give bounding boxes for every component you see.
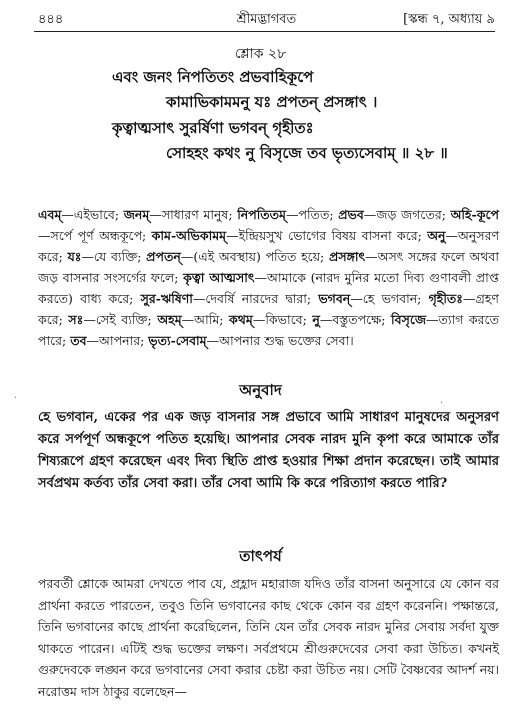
synonym-word: ভগবন্: [318, 291, 351, 306]
synonym-meaning: —বস্তুতপক্ষে;: [319, 312, 392, 327]
section-reference: [স্কন্ধ ৭, অধ্যায় ৯: [403, 12, 495, 27]
synonym-word: অহি-কূপে: [450, 207, 499, 222]
page-header: [38, 8, 495, 28]
verse-line-2: কামাভিকামমনু যঃ প্রপতন্ প্রসঙ্গাৎ ।: [166, 93, 378, 111]
synonym-word: প্রভব: [338, 207, 364, 222]
header-rule: [34, 31, 495, 32]
synonym-word: গৃহীতঃ: [428, 291, 463, 306]
verse-line-4: সোহহং কথং নু বিসৃজে তব ভৃত্যসেবাম্ ॥ ২৮ ॥: [166, 144, 448, 162]
synonym-word: বিসৃজে: [391, 312, 427, 327]
synonym-meaning: —ত্যাগ করতে পারে;: [38, 312, 499, 348]
synonym-word: জনম্: [123, 207, 150, 222]
synonym-word: যঃ: [67, 249, 82, 264]
synonym-word: নিপতিতম্: [237, 207, 286, 222]
translation-paragraph: হে ভগবান, একের পর এক জড় বাসনার সঙ্গ প্রভাবে আমি সাধারণ মানুষদের অনুসরণ করে সর্পপূর্ণ অন্ধকূপে পতিত হয়েছি। আপনার সেবক নারদ মুনি কৃপা করে আমাকে তাঁর শিষ্যরূপে গ্রহণ করেছেন এবং দিব্য স্থিতি প্রাপ্ত হওয়ার শিক্ষা প্রদান করেছেন। তাই আমার সর্বপ্রথম কর্তব্য তাঁর সেবা করা। তাঁর সেবা আমি কি করে পরিত্যাগ করতে পারি?: [38, 410, 499, 491]
verse-line-1: এবং জনং নিপতিতং প্রভবাহিকূপে: [112, 68, 314, 86]
synonym-meaning: —জড় জগতের;: [363, 207, 451, 222]
synonym-word: কাম-অভিকামম্: [151, 228, 227, 243]
synonym-word: কৃত্বা আত্মসাৎ: [183, 270, 255, 285]
synonym-word: সঃ: [68, 312, 84, 327]
synonym-meaning: —এইভাবে;: [61, 207, 124, 222]
synonym-word: এবম্: [38, 207, 62, 222]
synonym-word: সুর-ঋষিণা: [140, 291, 193, 306]
synonym-meaning: —(এই অবস্থায়) পতিত হয়ে;: [180, 249, 329, 264]
synonym-meaning: —সেই ব্যক্তি;: [83, 312, 158, 327]
purport-paragraph: পরবর্তী শ্লোকে আমরা দেখতে পাব যে, প্রহ্লাদ মহারাজ যদিও তাঁর বাসনা অনুসারে যে কোন বর প্রার্থনা করতে পারতেন, তবুও তিনি ভগবানের কাছ থেকে কোন বর গ্রহণ করেননি। পক্ষান্তরে, তিনি ভগবানের কাছে প্রার্থনা করেছিলেন, তিনি যেন তাঁর সেবক নারদ মুনির সেবায় সর্বদা যুক্ত থাকতে পারেন। এটিই শুদ্ধ ভক্তের লক্ষণ। সর্বপ্রথমে শ্রীগুরুদেবের সেবা করা উচিত। কখনই গুরুদেবকে লঙ্ঘন করে ভগবানের সেবা করার চেষ্টা করা উচিত নয়। সেটি বৈষ্ণবের আদর্শ নয়। নরোত্তম দাস ঠাকুর বলেছেন—: [38, 576, 499, 699]
synonym-word: তব: [70, 333, 87, 348]
verse-number: শ্লোক ২৮: [234, 46, 287, 62]
synonym-meaning: —কিভাবে;: [252, 312, 313, 327]
synonym-word: অহম্: [157, 312, 182, 327]
synonym-word: নু: [312, 312, 320, 327]
synonym-word: প্রপতন্: [146, 249, 181, 264]
synonym-meaning: —দেবর্ষি নারদের দ্বারা;: [192, 291, 319, 306]
synonym-word: ভৃত্য-সেবাম্: [148, 333, 207, 348]
synonym-meaning: —সাধারণ মানুষ;: [149, 207, 238, 222]
synonym-meaning: —পতিত;: [286, 207, 339, 222]
verse-line-3: কৃত্বাত্মসাৎ সুরর্ষিণা ভগবন্ গৃহীতঃ: [112, 119, 314, 137]
synonym-meaning: —হে ভগবান;: [350, 291, 429, 306]
purport-heading: তাৎপর্য: [239, 547, 282, 565]
synonym-meaning: —আপনার শুদ্ধ ভক্তের সেবা।: [206, 333, 354, 348]
synonym-word: কথম্: [229, 312, 253, 327]
synonym-meaning: —অসৎ সঙ্গের ফলে অথবা জড় বাসনার সংসর্গের ফলে;: [38, 249, 499, 285]
running-title: শ্রীমদ্ভাগবত: [236, 12, 297, 27]
page-number: ৪৪৪: [38, 12, 64, 27]
margin-mark: ·: [440, 398, 444, 409]
synonym-word: অনু: [427, 228, 446, 243]
synonyms-paragraph: [38, 204, 499, 351]
synonym-meaning: —আপনার;: [86, 333, 149, 348]
synonym-meaning: —ইন্দ্রিয়সুখ ভোগের বিষয় বাসনা করে;: [226, 228, 428, 243]
margin-mark: ·: [14, 393, 18, 404]
synonym-meaning: —যে ব্যক্তি;: [81, 249, 147, 264]
translation-heading: অনুবাদ: [239, 381, 282, 399]
synonym-meaning: —অনুসরণ করে;: [38, 228, 500, 264]
synonym-meaning: —গ্রহণ করে;: [38, 291, 499, 327]
synonym-meaning: —সর্পে পূর্ণ অন্ধকূপে;: [38, 228, 152, 243]
synonym-meaning: —আমাকে (নারদ মুনির মতো দিব্য গুণাবলী প্রাপ্ত করতে) বাধ্য করে;: [38, 270, 499, 306]
synonym-word: প্রসঙ্গাৎ: [328, 249, 366, 264]
synonym-meaning: —আমি;: [181, 312, 230, 327]
